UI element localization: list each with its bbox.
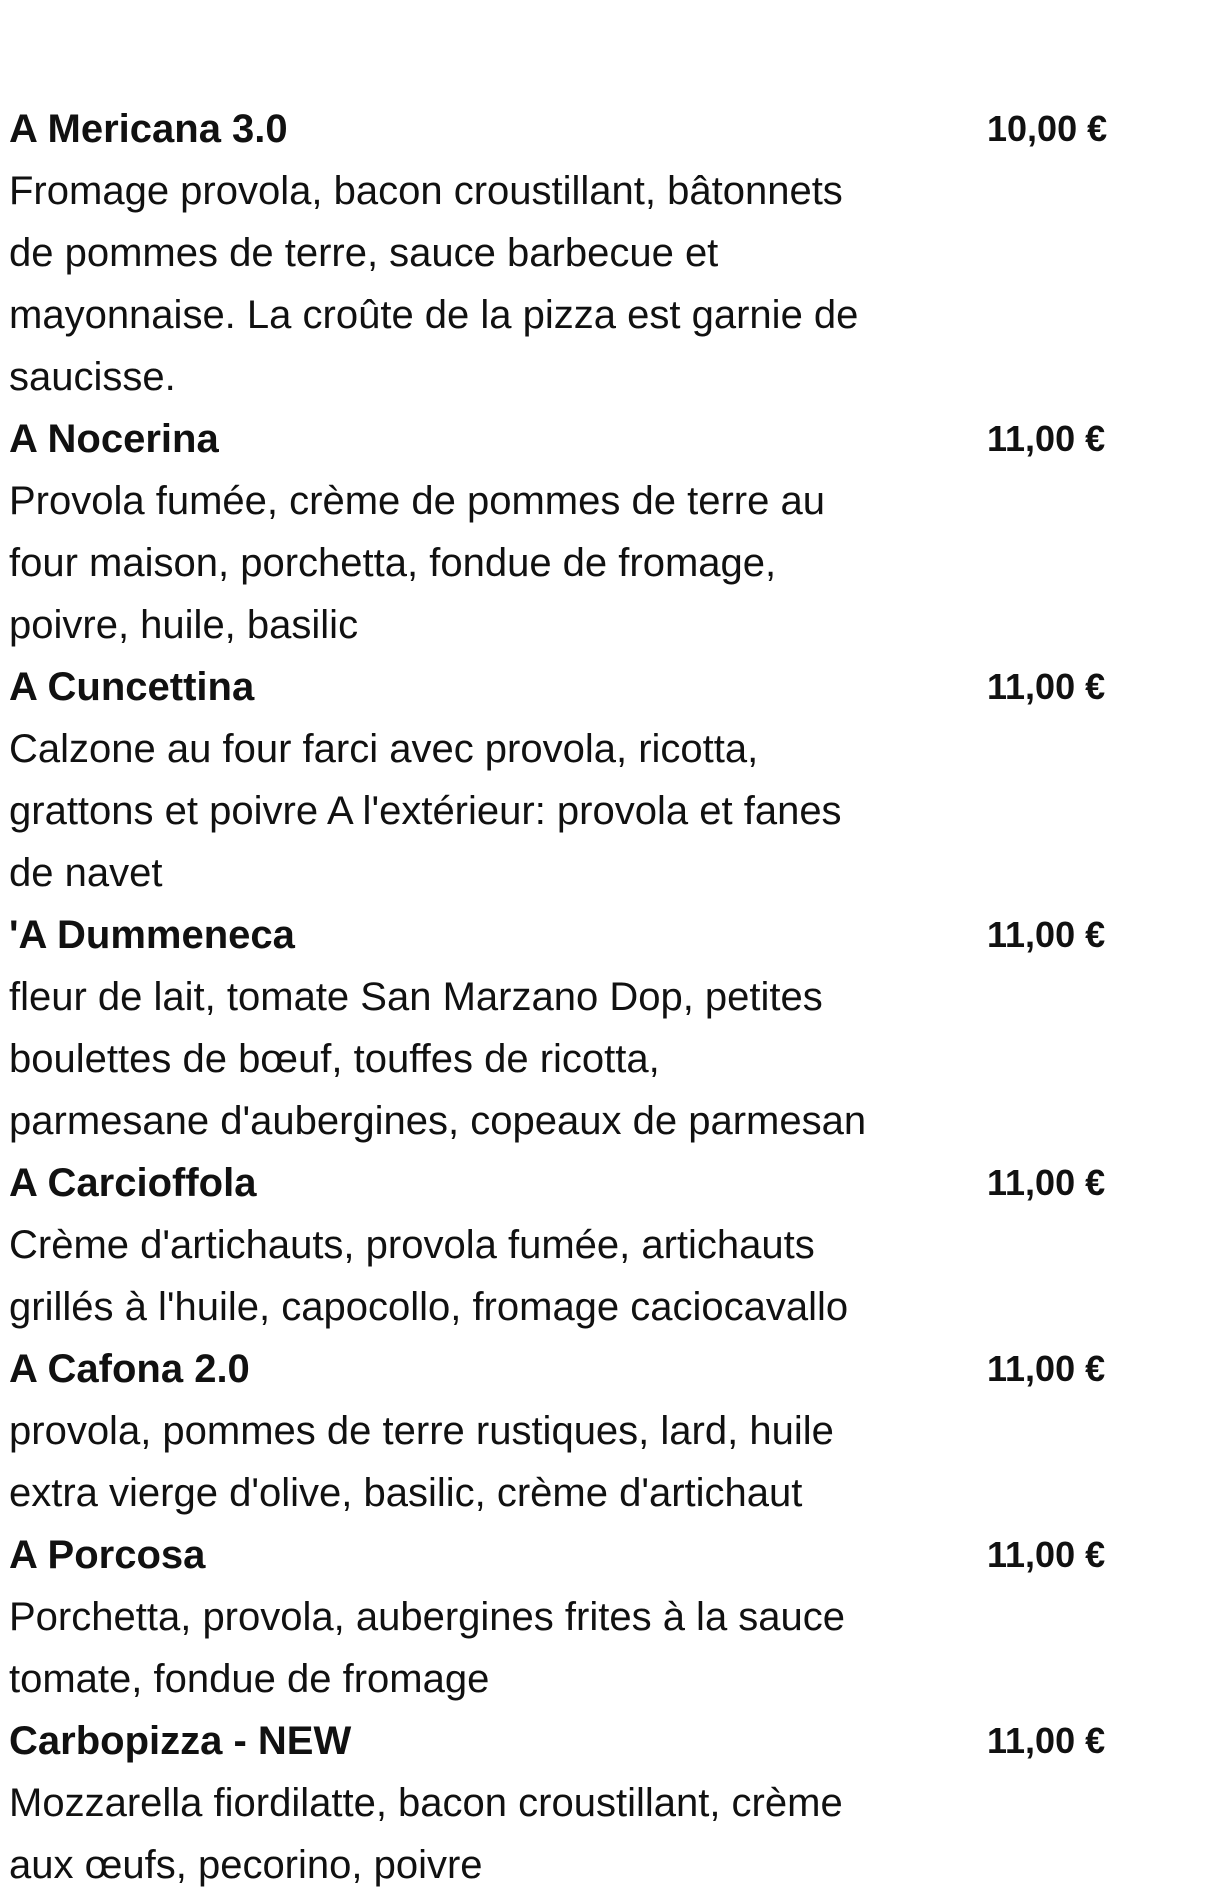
menu-item [9,656,1209,904]
description-line: Crème d'artichauts, provola fumée, artichauts [9,1223,815,1267]
item-description [9,160,949,408]
description-line: grattons et poivre A l'extérieur: provola et fanes [9,789,842,833]
item-price: 11,00 € [987,1348,1106,1389]
description-line: grillés à l'huile, capocollo, fromage caciocavallo [9,1285,849,1329]
description-line: Mozzarella fiordilatte, bacon croustillant, crème [9,1781,843,1825]
item-description [9,1772,949,1896]
item-name: A Cuncettina [9,665,255,709]
menu-item [9,904,1209,1152]
menu-item [9,98,1209,408]
description-line: aux œufs, pecorino, poivre [9,1843,483,1887]
menu-item [9,1710,1209,1896]
item-name: A Carcioffola [9,1161,257,1205]
description-line: Porchetta, provola, aubergines frites à la sauce [9,1595,846,1639]
item-description [9,966,949,1152]
item-price: 11,00 € [987,1720,1106,1761]
description-line: mayonnaise. La croûte de la pizza est garnie de [9,293,859,337]
item-description [9,1214,949,1338]
item-name: 'A Dummeneca [9,913,295,957]
item-name: A Cafona 2.0 [9,1347,250,1391]
description-line: Fromage provola, bacon croustillant, bâtonnets [9,169,843,213]
item-name: Carbopizza - NEW [9,1719,352,1763]
description-line: de pommes de terre, sauce barbecue et [9,231,719,275]
menu-item [9,408,1209,656]
item-price: 11,00 € [987,666,1106,707]
description-line: saucisse. [9,355,176,399]
description-line: poivre, huile, basilic [9,603,359,647]
description-line: tomate, fondue de fromage [9,1657,490,1701]
description-line: Calzone au four farci avec provola, ricotta, [9,727,759,771]
description-line: de navet [9,851,163,895]
description-line: boulettes de bœuf, touffes de ricotta, [9,1037,660,1081]
item-description [9,1586,949,1710]
menu-item [9,1524,1209,1710]
description-line: fleur de lait, tomate San Marzano Dop, petites [9,975,823,1019]
item-price: 11,00 € [987,1534,1106,1575]
item-description [9,1400,949,1524]
description-line: Provola fumée, crème de pommes de terre au [9,479,825,523]
item-price: 11,00 € [987,418,1106,459]
item-price: 11,00 € [987,1162,1106,1203]
item-description [9,718,949,904]
item-name: A Nocerina [9,417,219,461]
item-name: A Porcosa [9,1533,206,1577]
item-price: 11,00 € [987,914,1106,955]
description-line: four maison, porchetta, fondue de fromage, [9,541,777,585]
menu-item [9,1152,1209,1338]
item-description [9,470,949,656]
pizza-menu [9,98,1209,1896]
item-name: A Mericana 3.0 [9,107,288,151]
description-line: parmesane d'aubergines, copeaux de parmesan [9,1099,867,1143]
description-line: extra vierge d'olive, basilic, crème d'artichaut [9,1471,803,1515]
item-price: 10,00 € [987,108,1108,149]
menu-item [9,1338,1209,1524]
description-line: provola, pommes de terre rustiques, lard, huile [9,1409,834,1453]
